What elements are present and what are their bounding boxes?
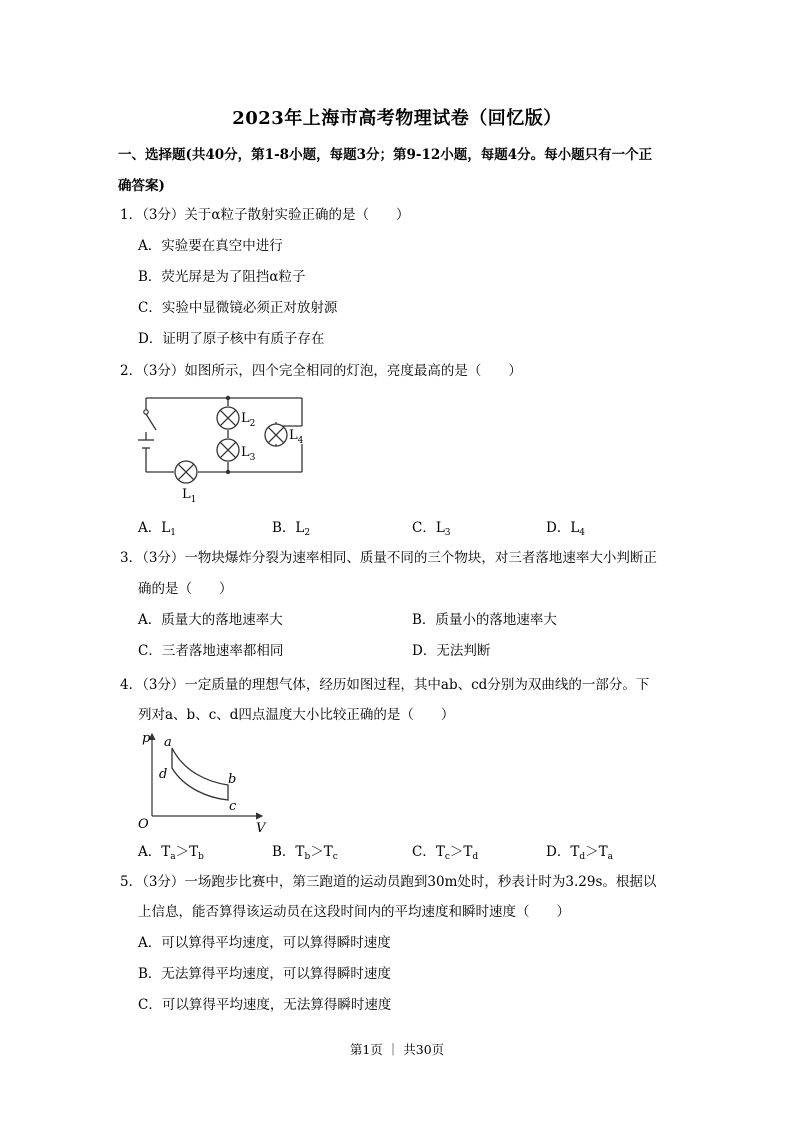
lamp-l1 xyxy=(175,461,197,483)
question-1-option-a: A．实验要在真空中进行 xyxy=(138,238,283,254)
question-5-option-b: B．无法算得平均速度，可以算得瞬时速度 xyxy=(138,966,391,982)
label-l3: $L_3$ xyxy=(241,445,256,463)
question-2-option-a: A．$L_1$ xyxy=(138,520,176,538)
section-heading-line1: 一、选择题(共40分，第1-8小题，每题3分；第9-12小题，每题4分。每小题只有一个正 xyxy=(118,147,653,163)
question-4-stem-line2: 列对a、b、c、d四点温度大小比较正确的是（ ） xyxy=(138,707,455,723)
pv-diagram xyxy=(132,728,272,836)
lamp-l2 xyxy=(217,407,239,429)
label-l1: $L_1$ xyxy=(182,487,197,505)
junction-dot xyxy=(226,470,230,474)
label-l4: $L_4$ xyxy=(289,428,304,446)
question-1-stem: 1．（3分）关于α粒子散射实验正确的是（ ） xyxy=(120,207,410,223)
question-4-option-a: A．$T_a>T_b$ xyxy=(138,844,204,862)
page-footer: 第1页 ｜ 共30页 xyxy=(349,1042,445,1057)
question-4-stem-line1: 4．（3分）一定质量的理想气体，经历如图过程，其中ab、cd分别为双曲线的一部分。下 xyxy=(120,677,650,693)
label-v: V xyxy=(256,821,266,836)
question-5-stem-line2: 上信息，能否算得该运动员在这段时间内的平均速度和瞬时速度（ ） xyxy=(138,904,570,920)
label-origin: O xyxy=(138,817,149,832)
circuit-diagram xyxy=(132,392,322,512)
switch-pivot xyxy=(144,410,148,414)
question-2-option-c: C．$L_3$ xyxy=(412,520,451,538)
label-p: p xyxy=(142,731,151,746)
question-5-option-a: A．可以算得平均速度，可以算得瞬时速度 xyxy=(138,935,391,951)
question-1-option-d: D．证明了原子核中有质子存在 xyxy=(138,331,325,347)
cycle-path xyxy=(172,748,228,800)
label-l2: $L_2$ xyxy=(241,411,256,429)
question-3-option-a: A．质量大的落地速率大 xyxy=(138,612,283,628)
label-c: c xyxy=(229,799,237,814)
question-4-option-d: D．$T_d>T_a$ xyxy=(546,844,613,862)
question-3-option-b: B．质量小的落地速率大 xyxy=(412,612,557,628)
question-3-option-d: D．无法判断 xyxy=(412,643,491,659)
question-2-stem: 2．（3分）如图所示，四个完全相同的灯泡，亮度最高的是（ ） xyxy=(120,363,522,379)
question-3-stem-line2: 确的是（ ） xyxy=(138,581,233,597)
question-3-stem-line1: 3．（3分）一物块爆炸分裂为速率相同、质量不同的三个物块，对三者落地速率大小判断正 xyxy=(120,550,657,566)
question-1-option-b: B．荧光屏是为了阻挡α粒子 xyxy=(138,269,306,285)
question-3-option-c: C．三者落地速率都相同 xyxy=(138,643,284,659)
question-2-option-b: B．$L_2$ xyxy=(272,520,311,538)
lamp-l3 xyxy=(217,439,239,461)
question-4-option-b: B．$T_b>T_c$ xyxy=(272,844,338,862)
question-5-option-c: C．可以算得平均速度，无法算得瞬时速度 xyxy=(138,997,392,1013)
junction-dot xyxy=(226,396,230,400)
label-b: b xyxy=(228,772,237,787)
question-5-stem-line1: 5．（3分）一场跑步比赛中，第三跑道的运动员跑到30m处时，秒表计时为3.29s。根据以 xyxy=(120,874,657,890)
question-4-option-c: C．$T_c>T_d$ xyxy=(412,844,479,862)
label-d: d xyxy=(159,767,168,782)
section-heading-line2: 确答案) xyxy=(118,178,165,194)
lamp-l4 xyxy=(265,424,287,446)
question-1-option-c: C．实验中显微镜必须正对放射源 xyxy=(138,300,338,316)
label-a: a xyxy=(164,735,172,750)
question-2-option-d: D．$L_4$ xyxy=(546,520,586,538)
page-title: 2023年上海市高考物理试卷（回忆版） xyxy=(232,108,562,129)
